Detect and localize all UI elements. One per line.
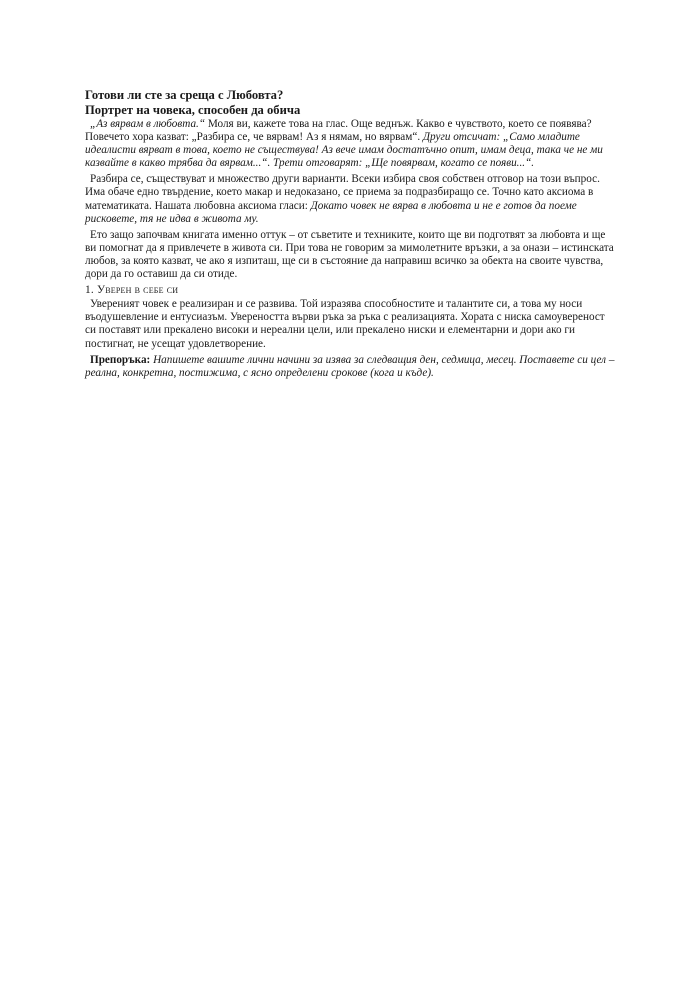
text-run: Моля ви, кажете това на глас. Още веднъж. Какво е чувството, което се появява? Повечето хора казват: „Разбира се, че вярвам! Аз я нямам, но вярвам“. xyxy=(85,118,592,144)
body-paragraph xyxy=(85,229,618,281)
recommendation-label: Препоръка: xyxy=(90,353,154,366)
section-title: Уверен в себе си xyxy=(96,284,179,297)
text-run: Увереният човек е реализиран и се развива. Той изразява способностите и талантите си, а това му носи въодушевление и ентусиазъм. Увереността върви ръка за ръка с реализацията. Хората с ниска самоувереност си поставят или прекалено високи и нереални цели, или прекалено ниски и елементарни и дори ако ги постигнат, не усещат удовлетворение. xyxy=(85,298,605,350)
article-sections xyxy=(85,284,618,380)
intro-paragraphs xyxy=(85,118,618,281)
italic-text-run: „Аз вярвам в любовта.“ xyxy=(90,118,208,130)
article-subtitle: Портрет на човека, способен да обича xyxy=(85,103,301,117)
article-title: Готови ли сте за среща с Любовта? xyxy=(85,88,284,102)
section-heading xyxy=(85,284,618,297)
body-paragraph xyxy=(85,118,618,170)
italic-text-run: Други отсичат: „Само младите идеалисти вярват в това, което не съществува! Аз вече имам достатъчно опит, имам деца, така че не ми казвайте в какво трябва да вярвам...“. Трети отговарят: „Ще повярвам, когато се появи...“. xyxy=(85,131,603,170)
section-number: 1. xyxy=(85,284,94,297)
italic-text-run: Докато човек не вярва в любовта и не е готов да поеме рисковете, тя не идва в живота му. xyxy=(85,199,577,225)
section-paragraph xyxy=(85,298,618,350)
text-run: Ето защо започвам книгата именно оттук – от съветите и техниките, които ще ви подготвят за любовта и ще ви помогнат да я привлечете в живота си. При това не говорим за мимолетните връзки, а за онази – истинската любов, за която казват, че ако я изпиташ, ще си в състояние да направиш всичко за обекта на своите чувства, дори да го оставиш да си отиде. xyxy=(85,228,614,281)
recommendation-text: Напишете вашите лични начини за изява за следващия ден, седмица, месец. Поставете си цел – реална, конкретна, постижима, с ясно определени срокове (кога и къде). xyxy=(85,353,615,379)
text-run: Разбира се, съществуват и множество други варианти. Всеки избира своя собствен отговор на този въпрос. Има обаче едно твърдение, което макар и недоказано, се приема за подразбиращо се. Точно като аксиома в математиката. Нашата любовна аксиома гласи: xyxy=(85,173,600,212)
recommendation xyxy=(85,354,618,380)
body-paragraph xyxy=(85,173,618,225)
